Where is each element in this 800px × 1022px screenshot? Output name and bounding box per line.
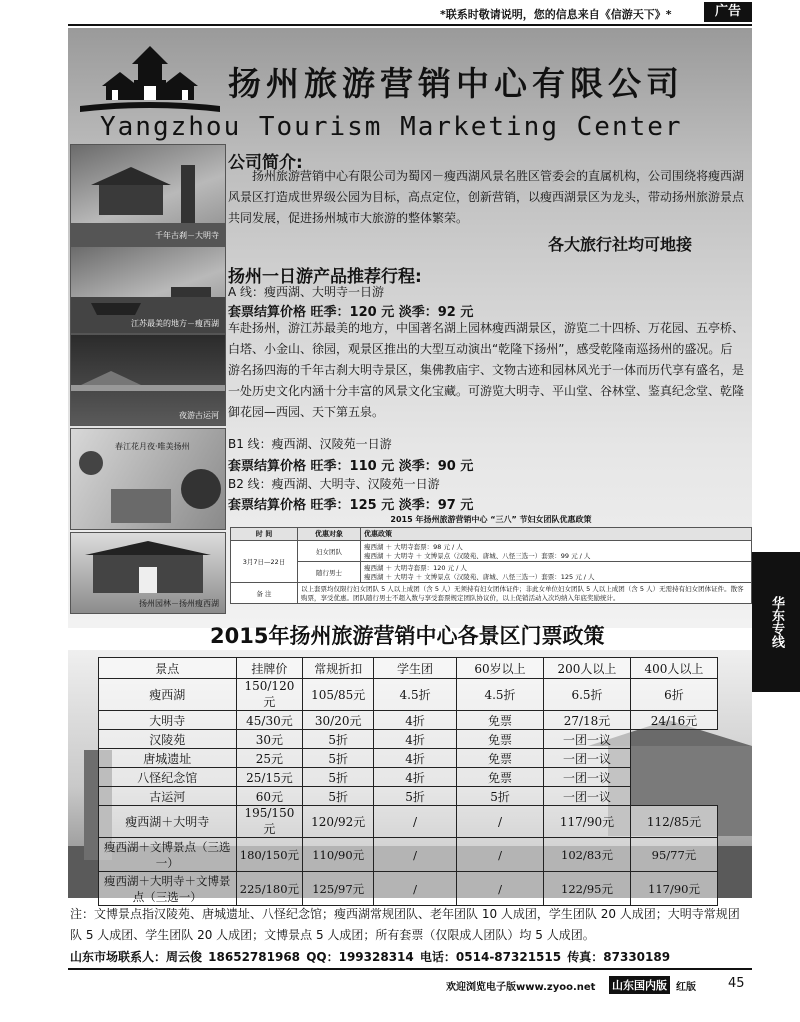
policy-target-women: 妇女团队 xyxy=(298,541,361,562)
table-row xyxy=(99,872,718,906)
table-row xyxy=(99,838,718,872)
table-row xyxy=(99,730,718,749)
table-cell: 6折 xyxy=(630,679,717,711)
table-cell: / xyxy=(457,806,544,838)
table-cell: 112/85元 xyxy=(630,806,717,838)
table-cell: 唐城遗址 xyxy=(99,749,237,768)
table-cell: 180/150元 xyxy=(236,838,303,872)
table-row xyxy=(99,787,718,806)
table-cell: 5折 xyxy=(303,787,374,806)
ticket-notes: 注：文博景点指汉陵苑、唐城遗址、八怪纪念馆；瘦西湖常规团队、老年团队 10 人成团，学生团队 20 人成团；大明寺常规团队 5 人成团、学生团队 20 人成团；文博景点 5 人成团；所有套票（仅限成人团队）均 5 人成团。 xyxy=(70,907,740,942)
table-row xyxy=(99,768,718,787)
table-cell: 5折 xyxy=(374,787,457,806)
table-cell: 瘦西湖＋大明寺 xyxy=(99,806,237,838)
policy-remark: 以上套票均仅限行妇女团队 5 人以上成团（含 5 人）无须持有妇女团体证件；非此女单位妇女团队 5 人以上成团（含 5 人）无需持有妇女团体证件。散客购票，享受优惠。团队随行男士不超入数与享受套票规定团队协议价，以上促销活动入次均纳入年底奖励统计。 xyxy=(298,583,752,604)
table-cell: 瘦西湖＋文博景点（三选一） xyxy=(99,838,237,872)
table-cell: 免票 xyxy=(457,730,544,749)
table-cell: 30元 xyxy=(236,730,303,749)
policy-table xyxy=(230,527,752,604)
itinerary-a-desc: 车赴扬州，游江苏最美的地方，中国著名湖上园林瘦西湖景区，游览二十四桥、万花园、五亭桥、白塔、小金山、徐园，观景区推出的大型互动演出“乾隆下扬州”，感受乾隆南巡扬州的盛况。后游名扬四海的千年古刹大明寺景区，集佛教庙宇、文物古迹和园林风光于一体而历代享有盛名，是一处历史文化内涵十分丰富的风景文化宝藏。可游览大明寺、平山堂、谷林堂、鉴真纪念堂、乾隆御花园—西园、天下第五泉。 xyxy=(228,321,745,419)
table-row xyxy=(99,679,718,711)
itinerary-b2-line: B2 线：瘦西湖、大明寺、汉陵苑一日游 xyxy=(228,477,440,491)
policy-table-block xyxy=(230,514,752,604)
table-cell: 瘦西湖 xyxy=(99,679,237,711)
table-row xyxy=(99,749,718,768)
ticket-header-cell: 常规折扣 xyxy=(303,658,374,679)
table-cell: 30/20元 xyxy=(303,711,374,730)
table-cell: 122/95元 xyxy=(544,872,631,906)
intro-heading: 公司简介: xyxy=(228,153,303,173)
itinerary-a-line: A 线：瘦西湖、大明寺一日游 xyxy=(228,285,385,299)
ticket-header-cell: 60岁以上 xyxy=(457,658,544,679)
table-cell: 150/120元 xyxy=(236,679,303,711)
table-cell: 6.5折 xyxy=(544,679,631,711)
itinerary-heading: 扬州一日游产品推荐行程: xyxy=(228,267,422,287)
table-cell: 4.5折 xyxy=(374,679,457,711)
policy-line: 瘦西湖 ＋ 大明寺套票：120 元 / 人 xyxy=(364,564,467,572)
table-cell: / xyxy=(374,872,457,906)
contact-info: 山东市场联系人：周云俊 18652781968 QQ：199328314 电话：0514-87321515 传真：87330189 xyxy=(70,950,671,964)
ad-label: 广告 xyxy=(704,2,752,22)
east-china-route-sidebar: 华东专线 xyxy=(752,552,800,692)
table-cell: 25元 xyxy=(236,749,303,768)
table-cell: 105/85元 xyxy=(303,679,374,711)
table-cell: 24/16元 xyxy=(630,711,717,730)
table-cell: / xyxy=(457,872,544,906)
table-cell: 27/18元 xyxy=(544,711,631,730)
policy-line: 瘦西湖 ＋ 大明寺 ＋ 文博景点（汉陵苑、唐城、八怪三选一）套票：125 元 / 人 xyxy=(364,573,595,581)
itinerary-b1-line: B1 线：瘦西湖、汉陵苑一日游 xyxy=(228,437,392,451)
table-cell: 八怪纪念馆 xyxy=(99,768,237,787)
ticket-header-cell: 400人以上 xyxy=(630,658,717,679)
table-cell: 4.5折 xyxy=(457,679,544,711)
policy-women-detail xyxy=(361,541,752,562)
policy-target-men: 随行男士 xyxy=(298,562,361,583)
table-cell: 110/90元 xyxy=(303,838,374,872)
table-cell: 大明寺 xyxy=(99,711,237,730)
photo-caption: 江苏最美的地方－瘦西湖 xyxy=(131,319,219,328)
table-cell: 225/180元 xyxy=(236,872,303,906)
page-number: 45 xyxy=(728,976,745,991)
table-cell: 4折 xyxy=(374,768,457,787)
ticket-header-row xyxy=(99,658,718,679)
table-cell: / xyxy=(374,838,457,872)
footer-edition: 红版 xyxy=(676,982,696,993)
table-cell: 45/30元 xyxy=(236,711,303,730)
itinerary-b1-price: 套票结算价格 旺季：110 元 淡季：90 元 xyxy=(228,459,474,474)
footer-edition-tag: 山东国内版 xyxy=(609,976,670,994)
table-cell: 免票 xyxy=(457,768,544,787)
table-cell: 60元 xyxy=(236,787,303,806)
table-cell: 4折 xyxy=(374,711,457,730)
footer-rule xyxy=(68,968,752,970)
pavilion-logo-icon xyxy=(80,42,220,120)
policy-line: 瘦西湖 ＋ 大明寺 ＋ 文博景点（汉陵苑、唐城、八怪三选一）套票：99 元 / 人 xyxy=(364,552,591,560)
table-cell: 一团一议 xyxy=(544,768,631,787)
intro-slogan: 各大旅行社均可地接 xyxy=(548,235,693,254)
footer-website: 欢迎浏览电子版www.zyoo.net xyxy=(446,982,596,993)
photo-garden-gate xyxy=(70,532,226,614)
itinerary-a-price: 套票结算价格 旺季：120 元 淡季：92 元 xyxy=(228,305,474,320)
table-cell: 120/92元 xyxy=(303,806,374,838)
table-cell: 免票 xyxy=(457,711,544,730)
table-cell: 免票 xyxy=(457,749,544,768)
policy-remark-label: 备 注 xyxy=(231,583,298,604)
photo-slender-west-lake xyxy=(70,246,226,334)
table-row xyxy=(99,806,718,838)
ticket-price-table xyxy=(98,657,718,906)
table-cell: 4折 xyxy=(374,730,457,749)
header-rule xyxy=(68,24,752,26)
table-cell: 195/150元 xyxy=(236,806,303,838)
policy-men-detail xyxy=(361,562,752,583)
photo-caption: 扬州园林－扬州瘦西湖 xyxy=(139,599,219,608)
table-cell: 一团一议 xyxy=(544,749,631,768)
photo-night-canal xyxy=(70,334,226,426)
table-cell: 5折 xyxy=(303,749,374,768)
table-cell: / xyxy=(374,806,457,838)
intro-text: 扬州旅游营销中心有限公司为蜀冈－瘦西湖风景名胜区管委会的直属机构，公司围绕将瘦西湖风景区打造成世界级公园为目标，高点定位，创新营销，以瘦西湖景区为龙头，带动扬州旅游景点共同发展，促进扬州城市大旅游的整体繁荣。 xyxy=(228,169,745,225)
photo-caption: 夜游古运河 xyxy=(179,411,219,420)
table-cell: 5折 xyxy=(457,787,544,806)
table-cell: / xyxy=(457,838,544,872)
photo-caption: 千年古刹－大明寺 xyxy=(155,231,219,240)
table-cell: 95/77元 xyxy=(630,838,717,872)
table-cell: 102/83元 xyxy=(544,838,631,872)
ticket-header-cell: 挂牌价 xyxy=(236,658,303,679)
ticket-header-cell: 景点 xyxy=(99,658,237,679)
header-note: *联系时敬请说明，您的信息来自《信游天下》* xyxy=(440,8,672,21)
policy-line: 瘦西湖 ＋ 大明寺套票：98 元 / 人 xyxy=(364,543,463,551)
company-name-en: Yangzhou Tourism Marketing Center xyxy=(100,112,683,142)
policy-date: 3月7日—22日 xyxy=(231,541,298,583)
table-cell: 25/15元 xyxy=(236,768,303,787)
ticket-header-cell: 学生团 xyxy=(374,658,457,679)
photo-caption: 春江花月夜·唯美扬州 xyxy=(115,442,190,451)
policy-col-target: 优惠对象 xyxy=(298,528,361,541)
policy-title: 2015 年扬州旅游营销中心 “三八” 节妇女团队优惠政策 xyxy=(390,515,592,524)
table-cell: 古运河 xyxy=(99,787,237,806)
table-cell: 4折 xyxy=(374,749,457,768)
table-cell: 117/90元 xyxy=(544,806,631,838)
table-cell: 125/97元 xyxy=(303,872,374,906)
table-row xyxy=(99,711,718,730)
table-cell: 瘦西湖＋大明寺＋文博景点（三选一） xyxy=(99,872,237,906)
ticket-header-cell: 200人以上 xyxy=(544,658,631,679)
photo-daming-temple xyxy=(70,144,226,246)
company-name-cn: 扬州旅游营销中心有限公司 xyxy=(228,64,684,103)
table-cell: 5折 xyxy=(303,730,374,749)
table-cell: 117/90元 xyxy=(630,872,717,906)
photo-spring-river xyxy=(70,428,226,530)
table-cell: 一团一议 xyxy=(544,787,631,806)
ticket-policy-title: 2015年扬州旅游营销中心各景区门票政策 xyxy=(210,624,605,648)
table-cell: 一团一议 xyxy=(544,730,631,749)
table-cell: 汉陵苑 xyxy=(99,730,237,749)
policy-col-policy: 优惠政策 xyxy=(361,528,752,541)
policy-col-time: 时 间 xyxy=(231,528,298,541)
table-cell: 5折 xyxy=(303,768,374,787)
itinerary-b2-price: 套票结算价格 旺季：125 元 淡季：97 元 xyxy=(228,498,474,513)
